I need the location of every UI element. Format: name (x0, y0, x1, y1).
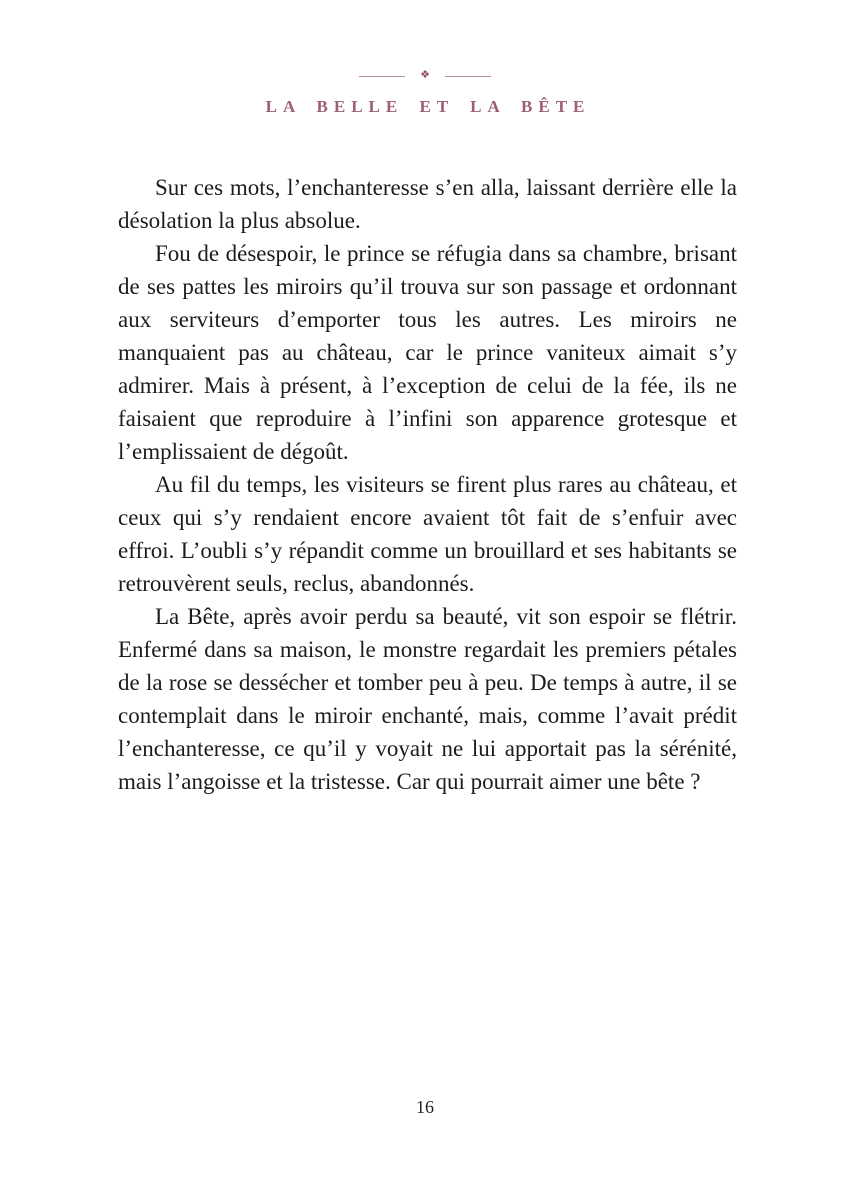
ornament-rule-right (445, 76, 491, 77)
page-number: 16 (416, 1097, 434, 1117)
paragraph: La Bête, après avoir perdu sa beauté, vit son espoir se flétrir. Enfermé dans sa maison, le monstre regardait les premiers pétales de la rose se dessécher et tomber peu à peu. De temps à autre, il se contemplait dans le miroir enchanté, mais, comme l’avait prédit l’enchanteresse, ce qu’il y voyait ne lui apportait pas la sérénité, mais l’angoisse et la tristesse. Car qui pourrait aimer une bête ? (118, 604, 737, 794)
paragraph: Fou de désespoir, le prince se réfugia dans sa chambre, brisant de ses pattes les miroirs qu’il trouva sur son passage et ordonnant aux serviteurs d’emporter tous les autres. Les miroirs ne manquaient pas au château, car le prince vaniteux aimait s’y admirer. Mais à présent, à l’exception de celui de la fée, ils ne faisaient que reproduire à l’infini son apparence grotesque et l’emplissaient de dégoût. (118, 241, 737, 464)
paragraph: Au fil du temps, les visiteurs se firent plus rares au château, et ceux qui s’y rendaient encore avaient tôt fait de s’enfuir avec effroi. L’oubli s’y répandit comme un brouillard et ses habitants se retrouvèrent seuls, reclus, abandonnés. (118, 472, 737, 596)
ornament-rule-left (359, 76, 405, 77)
running-title: LA BELLE ET LA BÊTE (265, 97, 591, 116)
header-ornament (0, 68, 850, 84)
body-text (118, 171, 737, 798)
paragraph: Sur ces mots, l’enchanteresse s’en alla, laissant derrière elle la désolation la plus absolue. (118, 175, 737, 233)
fleuron-icon: ❖ (420, 68, 430, 81)
